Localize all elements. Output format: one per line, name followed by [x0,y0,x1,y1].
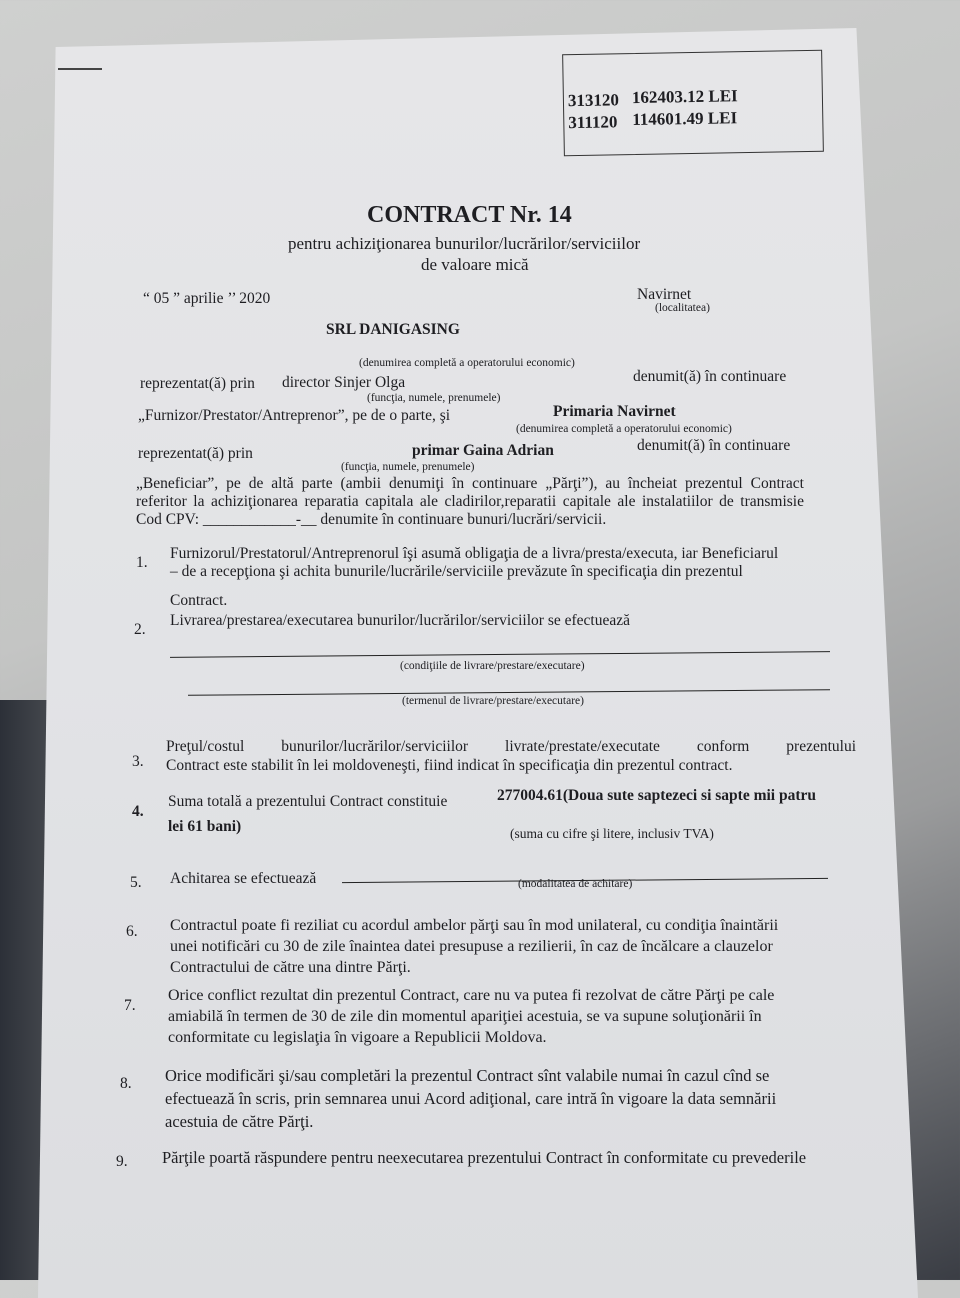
clause-number: 2. [134,621,146,638]
clause-number: 7. [124,997,136,1014]
named-below: denumit(ă) în continuare [633,368,787,385]
field-caption: (modalitatea de achitare) [518,878,633,890]
contract-date: “ 05 ” aprilie ’’ 2020 [143,290,271,307]
budget-box [562,50,824,157]
clause-text: amiabilă în termen de 30 de zile din momentul apariţiei acestuia, se va supune soluţionării în [168,1008,762,1025]
pen-mark [58,68,102,70]
named-below: denumit(ă) în continuare [637,437,791,454]
clause-text: Contractului de către una dintre Părţi. [170,959,411,976]
beneficiary-representative: primar Gaina Adrian [412,442,554,459]
clause-text: efectuează în scris, prin semnarea unui Acord adiţional, care intră în vigoare la data semnării [165,1089,777,1108]
clause-text: Achitarea se efectuează [170,870,317,887]
field-caption: (termenul de livrare/prestare/executare) [402,695,584,707]
budget-amount: 114601.49 LEI [632,108,738,130]
contract-total: lei 61 bani) [168,818,242,835]
clause-text: Contract. [170,592,228,609]
parties-text: Cod CPV: ____________-__ denumite în continuare bunuri/lucrări/servicii. [136,511,607,528]
supplier-representative: director Sinjer Olga [282,374,406,391]
clause-text: Contract este stabilit în lei moldoveneşti, fiind indicat în specificaţia din prezentul contract. [166,757,733,774]
budget-amount: 162403.12 LEI [631,86,738,108]
contract-subtitle: de valoare mică [421,255,529,274]
supplier-name: SRL DANIGASING [326,321,460,338]
clause-text: Furnizorul/Prestatorul/Antreprenorul îşi asumă obligaţia de a livra/presta/executa, iar Beneficiarul [170,545,779,562]
budget-code: 311120 [568,112,618,133]
clause-number: 6. [126,923,138,940]
field-caption: (suma cu cifre şi litere, inclusiv TVA) [510,826,714,841]
locality-caption: (localitatea) [655,302,710,314]
clause-number: 5. [130,874,142,891]
budget-code: 313120 [567,90,620,111]
function-caption: (funcţia, numele, prenumele) [341,461,475,473]
field-caption: (condiţiile de livrare/prestare/executare) [400,660,585,672]
operator-caption: (denumirea completă a operatorului economic) [516,423,732,435]
beneficiary-name: Primaria Navirnet [553,403,676,420]
clause-text: conformitate cu legislaţia în vigoare a Republicii Moldova. [168,1029,547,1046]
clause-number: 1. [136,554,148,571]
parties-text: „Beneficiar”, pe de altă parte (ambii denumiţi în continuare „Părţi”), au încheiat prezentul Contract [136,475,804,492]
clause-text: unei notificări cu 30 de zile înaintea datei presupuse a rezilierii, în caz de încălcare a clauzelor [170,938,773,955]
parties-text: referitor la achiziţionarea reparatia capitala ale cladirilor,reparatii capitale ale instalatiilor de transmisie [136,493,804,510]
represented-by: reprezentat(ă) prin [138,445,253,462]
clause-text: Livrarea/prestarea/executarea bunurilor/lucrărilor/serviciilor se efectuează [170,612,630,629]
operator-caption: (denumirea completă a operatorului economic) [359,357,575,369]
clause-text: Suma totală a prezentului Contract constituie [168,793,448,810]
clause-number: 8. [120,1075,132,1092]
supplier-role: „Furnizor/Prestator/Antreprenor”, pe de o parte, şi [138,407,451,424]
clause-text: Părţile poartă răspundere pentru neexecutarea prezentului Contract în conformitate cu prevederile [162,1148,807,1167]
clause-number: 9. [116,1153,128,1170]
function-caption: (funcţia, numele, prenumele) [367,392,501,404]
clause-text: Preţul/costul bunurilor/lucrărilor/serviciilor livrate/prestate/executate conform prezentului [166,738,856,755]
clause-number: 4. [132,803,144,820]
represented-by: reprezentat(ă) prin [140,375,255,392]
clause-text: – de a recepţiona şi achita bunurile/lucrările/serviciile prevăzute în specificaţia din prezentul [170,563,743,580]
clause-text: Orice modificări şi/sau completări la prezentul Contract sînt valabile numai în cazul cînd se [165,1066,770,1085]
clause-text: Contractul poate fi reziliat cu acordul ambelor părţi sau în mod unilateral, cu condiţia înaintării [170,917,779,934]
contract-total: 277004.61(Doua sute saptezeci si sapte mii patru [497,787,817,804]
locality: Navirnet [637,286,692,303]
clause-number: 3. [132,753,144,770]
clause-text: Orice conflict rezultat din prezentul Contract, care nu va putea fi rezolvat de către Părţi pe cale [168,987,775,1004]
contract-title: CONTRACT Nr. 14 [367,202,572,228]
clause-text: acestuia de către Părţi. [165,1112,314,1131]
contract-subtitle: pentru achiziţionarea bunurilor/lucrărilor/serviciilor [288,234,641,253]
